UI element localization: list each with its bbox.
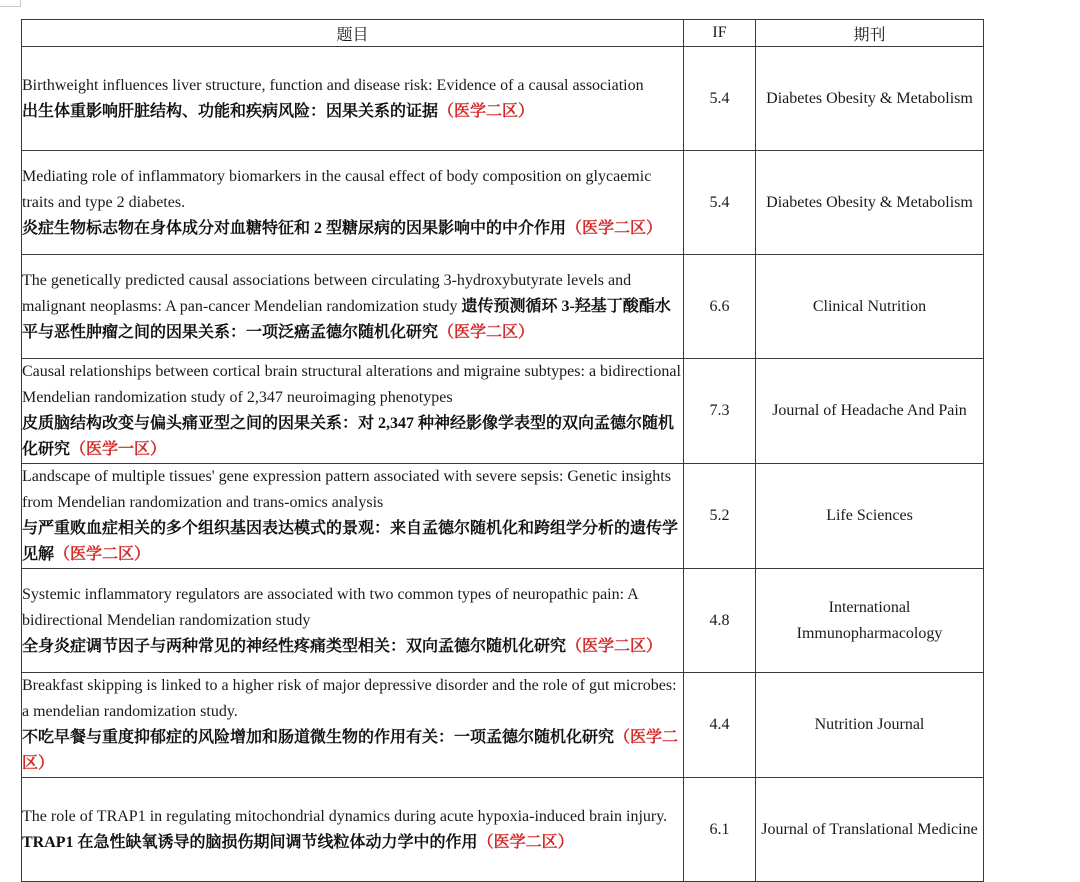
header-title: 题目 (22, 20, 684, 47)
title-cell (22, 673, 684, 778)
title-chinese: 全身炎症调节因子与两种常见的神经性疼痛类型相关：双向孟德尔随机化研究 (22, 637, 567, 655)
journal-name: Journal of Translational Medicine (756, 778, 984, 882)
impact-factor: 5.4 (684, 47, 756, 151)
table-row (22, 151, 984, 255)
title-english: The role of TRAP1 in regulating mitochondrial dynamics during acute hypoxia-induced brain injury. (22, 807, 668, 825)
title-cell (22, 359, 684, 464)
journal-tier-label: （医学二区） (438, 323, 535, 341)
table-row (22, 255, 984, 359)
impact-factor: 4.4 (684, 673, 756, 778)
title-chinese: 出生体重影响肝脏结构、功能和疾病风险：因果关系的证据 (22, 102, 439, 120)
impact-factor: 5.2 (684, 464, 756, 569)
title-cell (22, 778, 684, 882)
title-cell (22, 255, 684, 359)
title-cell (22, 569, 684, 673)
title-chinese: 炎症生物标志物在身体成分对血糖特征和 2 型糖尿病的因果影响中的中介作用 (22, 219, 567, 237)
journal-name: Clinical Nutrition (756, 255, 984, 359)
journal-tier-label: （医学二区） (54, 546, 151, 563)
title-english: Mediating role of inflammatory biomarkers in the causal effect of body composition on glycaemic traits and type 2 diabetes. (22, 167, 652, 211)
title-chinese: 不吃早餐与重度抑郁症的风险增加和肠道微生物的作用有关：一项孟德尔随机化研究 (22, 729, 615, 746)
title-english: Systemic inflammatory regulators are associated with two common types of neuropathic pain: A bidirectional Mendelian randomization study (22, 585, 638, 629)
title-cell (22, 151, 684, 255)
title-english: Birthweight influences liver structure, function and disease risk: Evidence of a causal association (22, 76, 644, 94)
table-row (22, 673, 984, 778)
title-chinese: 遗传预测循环 3-羟基丁酸酯水平与恶性肿瘤之间的因果关系：一项泛癌孟德尔随机化研究 (22, 297, 671, 341)
journal-tier-label: （医学二区） (566, 637, 663, 655)
impact-factor: 6.1 (684, 778, 756, 882)
title-english: Causal relationships between cortical brain structural alterations and migraine subtypes: a bidirectional Mendelian randomization study of 2,347 neuroimaging phenotypes (22, 363, 681, 406)
title-cell (22, 47, 684, 151)
header-journal: 期刊 (756, 20, 984, 47)
journal-name: Diabetes Obesity & Metabolism (756, 151, 984, 255)
title-cell (22, 464, 684, 569)
title-chinese: TRAP1 在急性缺氧诱导的脑损伤期间调节线粒体动力学中的作用 (22, 833, 478, 851)
title-chinese: 与严重败血症相关的多个组织基因表达模式的景观：来自孟德尔随机化和跨组学分析的遗传学见解 (22, 520, 679, 563)
journal-tier-label: （医学二区） (477, 833, 574, 851)
journal-name: Life Sciences (756, 464, 984, 569)
impact-factor: 4.8 (684, 569, 756, 673)
journal-tier-label: （医学二区） (566, 219, 663, 237)
papers-table (21, 19, 984, 882)
table-row (22, 569, 984, 673)
table-row (22, 359, 984, 464)
journal-name: Nutrition Journal (756, 673, 984, 778)
header-row (22, 20, 984, 47)
title-chinese: 皮质脑结构改变与偏头痛亚型之间的因果关系：对 2,347 种神经影像学表型的双向孟德尔随机化研究 (22, 415, 675, 458)
title-english: Landscape of multiple tissues' gene expression pattern associated with severe sepsis: Genetic insights from Mendelian randomization and trans-omics analysis (22, 468, 671, 511)
journal-name: Journal of Headache And Pain (756, 359, 984, 464)
impact-factor: 7.3 (684, 359, 756, 464)
impact-factor: 6.6 (684, 255, 756, 359)
journal-name: Diabetes Obesity & Metabolism (756, 47, 984, 151)
journal-tier-label: （医学一区） (70, 441, 167, 458)
table-row (22, 47, 984, 151)
page-corner-mark (0, 0, 21, 7)
header-if: IF (684, 20, 756, 47)
title-english: Breakfast skipping is linked to a higher risk of major depressive disorder and the role of gut microbes: a mendelian randomization study. (22, 677, 677, 720)
table-row (22, 464, 984, 569)
title-english: The genetically predicted causal associations between circulating 3-hydroxybutyrate levels and malignant neoplasms: A pan-cancer Mendelian randomization study (22, 271, 632, 315)
impact-factor: 5.4 (684, 151, 756, 255)
table-row (22, 778, 984, 882)
journal-tier-label: （医学二区） (438, 102, 535, 120)
journal-tier-label: （医学二区） (22, 729, 679, 772)
journal-name: International Immunopharmacology (756, 569, 984, 673)
